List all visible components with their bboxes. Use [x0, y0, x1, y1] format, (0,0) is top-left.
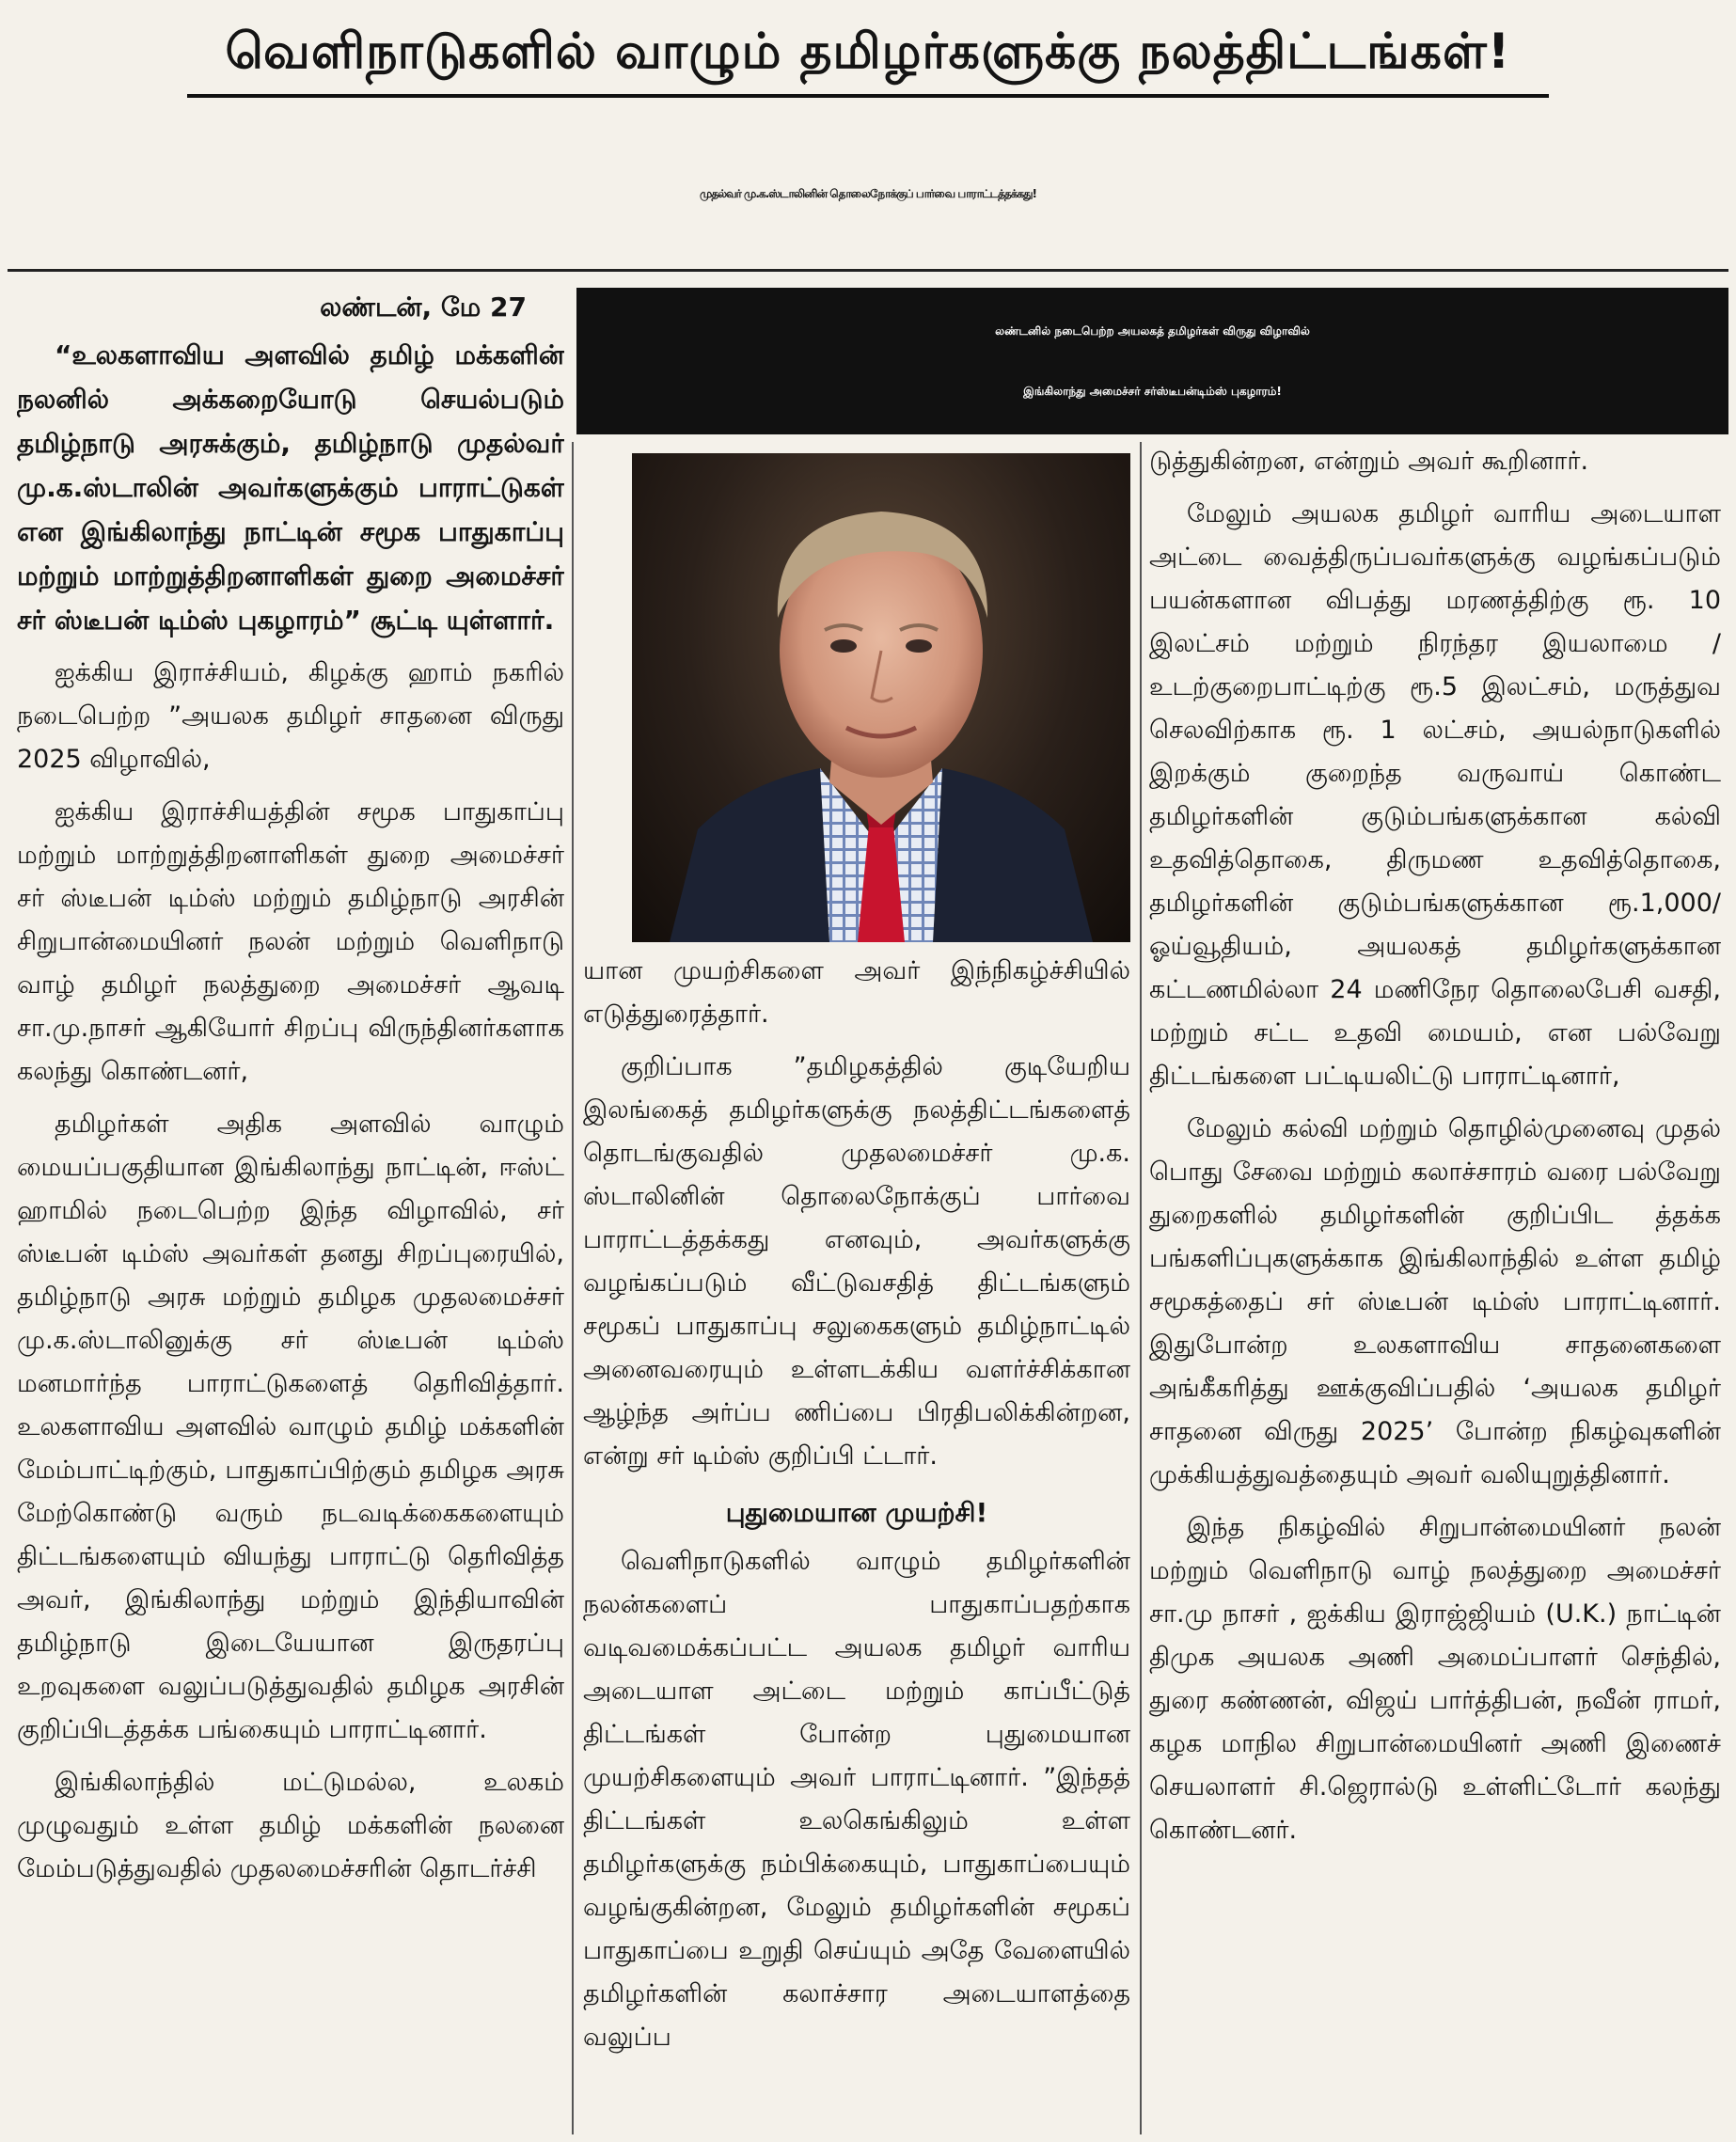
- section-subheading: புதுமையான முயற்சி!: [725, 1497, 988, 1528]
- col3-paragraph-0: டுத்துகின்றன, என்றும் அவர் கூறினார்.: [1149, 447, 1589, 476]
- banner-line-1: லண்டனில் நடைபெற்ற அயலகத் தமிழர்கள் விருது விழாவில்: [995, 324, 1310, 338]
- col3-paragraph-1: மேலும் அயலக தமிழர் வாரிய அடையாள அட்டை வைத்திருப்பவர்களுக்கு வழங்கப்படும் பயன்களான விபத்து மரணத்திற்கு ரூ. 10 இலட்சம் மற்றும் நிரந்தர இயலாமை / உடற்குறைபாட்டிற்கு ரூ.5 இலட்சம், மருத்துவ செலவிற்காக ரூ. 1 லட்சம், அயல்நாடுகளில் இறக்கும் குறைந்த வருவாய் கொண்ட தமிழர்களின் குடும்பங்களுக்கான கல்வி உதவித்தொகை, திருமண உதவித்தொகை, தமிழர்களின் குடும்பங்களுக்கான ரூ.1,000/ ஓய்வூதியம், அயலகத் தமிழர்களுக்கான கட்டணமில்லா 24 மணிநேர தொலைபேசி வசதி, மற்றும் சட்ட உதவி மையம், என பல்வேறு திட்டங்களை பட்டியலிட்டு பாராட்டினார்,: [1149, 499, 1721, 1091]
- kicker-area: [0, 0, 1736, 105]
- column-1: [17, 280, 564, 2137]
- column-divider-2: [1140, 442, 1142, 2134]
- col2-paragraph-3: வெளிநாடுகளில் வாழும் தமிழர்களின் நலன்களைப் பாதுகாப்பதற்காக வடிவமைக்கப்பட்ட அயலக தமிழர் வாரிய அடையாள அட்டை மற்றும் காப்பீட்டுத் திட்டங்கள் போன்ற புதுமையான முயற்சிகளையும் அவர் பாராட்டினார். ”இந்தத் திட்டங்கள் உலகெங்கிலும் உள்ள தமிழர்களுக்கு நம்பிக்கையும், பாதுகாப்பையும் வழங்குகின்றன, மேலும் தமிழர்களின் சமூகப் பாதுகாப்பை உறுதி செய்யும் அதே வேளையில் தமிழர்களின் கலாச்சார அடையாளத்தை வலுப்ப: [583, 1547, 1130, 2052]
- lead-paragraph: “உலகளாவிய அளவில் தமிழ் மக்களின் நலனில் அக்கறையோடு செயல்படும் தமிழ்நாடு அரசுக்கும், தமிழ்நாடு முதல்வர் மு.க.ஸ்டாலின் அவர்களுக்கும் பாராட்டுகள் என இங்கிலாந்து நாட்டின் சமூக பாதுகாப்பு மற்றும் மாற்றுத்திறனாளிகள் துறை அமைச்சர் சர் ஸ்டீபன் டிம்ஸ் புகழாரம்” சூட்டி யுள்ளார்.: [17, 339, 564, 636]
- column-2: [583, 950, 1130, 2136]
- portrait-photo: [632, 453, 1130, 942]
- col1-paragraph-2: ஐக்கிய இராச்சியத்தின் சமூக பாதுகாப்பு மற்றும் மாற்றுத்திறனாளிகள் துறை அமைச்சர் சர் ஸ்டீபன் டிம்ஸ் மற்றும் தமிழ்நாடு அரசின் சிறுபான்மையினர் நலன் மற்றும் வெளிநாடு வாழ் தமிழர் நலத்துறை அமைச்சர் ஆவடி சா.மு.நாசர் ஆகியோர் சிறப்பு விருந்தினர்களாக கலந்து கொண்டனர்,: [17, 797, 564, 1086]
- col2-paragraph-1: யான முயற்சிகளை அவர் இந்நிகழ்ச்சியில் எடுத்துரைத்தார்.: [583, 956, 1130, 1029]
- kicker-headline: வெளிநாடுகளில் வாழும் தமிழர்களுக்கு நலத்திட்டங்கள்!: [187, 17, 1548, 98]
- col1-paragraph-3: தமிழர்கள் அதிக அளவில் வாழும் மையப்பகுதியான இங்கிலாந்து நாட்டின், ஈஸ்ட் ஹாமில் நடைபெற்ற இந்த விழாவில், சர் ஸ்டீபன் டிம்ஸ் அவர்கள் தனது சிறப்புரையில், தமிழ்நாடு அரசு மற்றும் தமிழக முதலமைச்சர் மு.க.ஸ்டாலினுக்கு சர் ஸ்டீபன் டிம்ஸ் மனமார்ந்த பாராட்டுகளைத் தெரிவித்தார். உலகளாவிய அளவில் வாழும் தமிழ் மக்களின் மேம்பாட்டிற்கும், பாதுகாப்பிற்கும் தமிழக அரசு மேற்கொண்டு வரும் நடவடிக்கைகளையும் திட்டங்களையும் வியந்து பாராட்டு தெரிவித்த அவர், இங்கிலாந்து மற்றும் இந்தியாவின் தமிழ்நாடு இடையேயான இருதரப்பு உறவுகளை வலுப்படுத்துவதில் தமிழக அரசின் குறிப்பிடத்தக்க பங்கையும் பாராட்டினார்.: [17, 1110, 564, 1744]
- col2-paragraph-2: குறிப்பாக ”தமிழகத்தில் குடியேறிய இலங்கைத் தமிழர்களுக்கு நலத்திட்டங்களைத் தொடங்குவதில் முதலமைச்சர் மு.க. ஸ்டாலினின் தொலைநோக்குப் பார்வை பாராட்டத்தக்கது எனவும், அவர்களுக்கு வழங்கப்படும் வீட்டுவசதித் திட்டங்களும் சமூகப் பாதுகாப்பு சலுகைகளும் தமிழ்நாட்டில் அனைவரையும் உள்ளடக்கிய வளர்ச்சிக்கான ஆழ்ந்த அர்ப்ப ணிப்பை பிரதிபலிக்கின்றன, என்று சர் டிம்ஸ் குறிப்பி ட்டார்.: [583, 1052, 1130, 1471]
- column-divider-1: [572, 442, 574, 2134]
- portrait-illustration: [632, 453, 1130, 942]
- headline-rule: [8, 269, 1728, 272]
- main-headline: முதல்வர் மு.க.ஸ்டாலினின் தொலைநோக்குப் பார்வை பாராட்டத்தக்கது!: [700, 187, 1036, 200]
- col3-paragraph-2: மேலும் கல்வி மற்றும் தொழில்முனைவு முதல் பொது சேவை மற்றும் கலாச்சாரம் வரை பல்வேறு துறைகளில் தமிழர்களின் குறிப்பிட த்தக்க பங்களிப்புகளுக்காக இங்கிலாந்தில் உள்ள தமிழ் சமூகத்தைப் சர் ஸ்டீபன் டிம்ஸ் பாராட்டினார். இதுபோன்ற உலகளாவிய சாதனைகளை அங்கீகரித்து ஊக்குவிப்பதில் ‘அயலக தமிழர் சாதனை விருது 2025’ போன்ற நிகழ்வுகளின் முக்கியத்துவத்தையும் அவர் வலியுறுத்தினார்.: [1149, 1114, 1721, 1489]
- col1-paragraph-1: ஐக்கிய இராச்சியம், கிழக்கு ஹாம் நகரில் நடைபெற்ற ”அயலக தமிழர் சாதனை விருது 2025 விழாவில்,: [17, 658, 564, 774]
- banner-line-2: இங்கிலாந்து அமைச்சர் சர்ஸ்டீபன்டிம்ஸ் புகழாரம்!: [1023, 385, 1282, 398]
- sub-headline-banner: [576, 288, 1728, 434]
- col3-paragraph-3: இந்த நிகழ்வில் சிறுபான்மையினர் நலன் மற்றும் வெளிநாடு வாழ் நலத்துறை அமைச்சர் சா.மு நாசர் , ஐக்கிய இராஜ்ஜியம் (U.K.) நாட்டின் திமுக அயலக அணி அமைப்பாளர் செந்தில், துரை கண்ணன், விஜய் பார்த்திபன், நவீன் ராமர், கழக மாநில சிறுபான்மையினர் அணி இணைச் செயலாளர் சி.ஜெரால்டு உள்ளிட்டோர் கலந்து கொண்டனர்.: [1149, 1513, 1721, 1845]
- col1-paragraph-4: இங்கிலாந்தில் மட்டுமல்ல, உலகம் முழுவதும் உள்ள தமிழ் மக்களின் நலனை மேம்படுத்துவதில் முதலமைச்சரின் தொடர்ச்சி: [17, 1768, 564, 1883]
- column-3: [1149, 440, 1721, 2137]
- dateline: லண்டன், மே 27: [320, 291, 527, 323]
